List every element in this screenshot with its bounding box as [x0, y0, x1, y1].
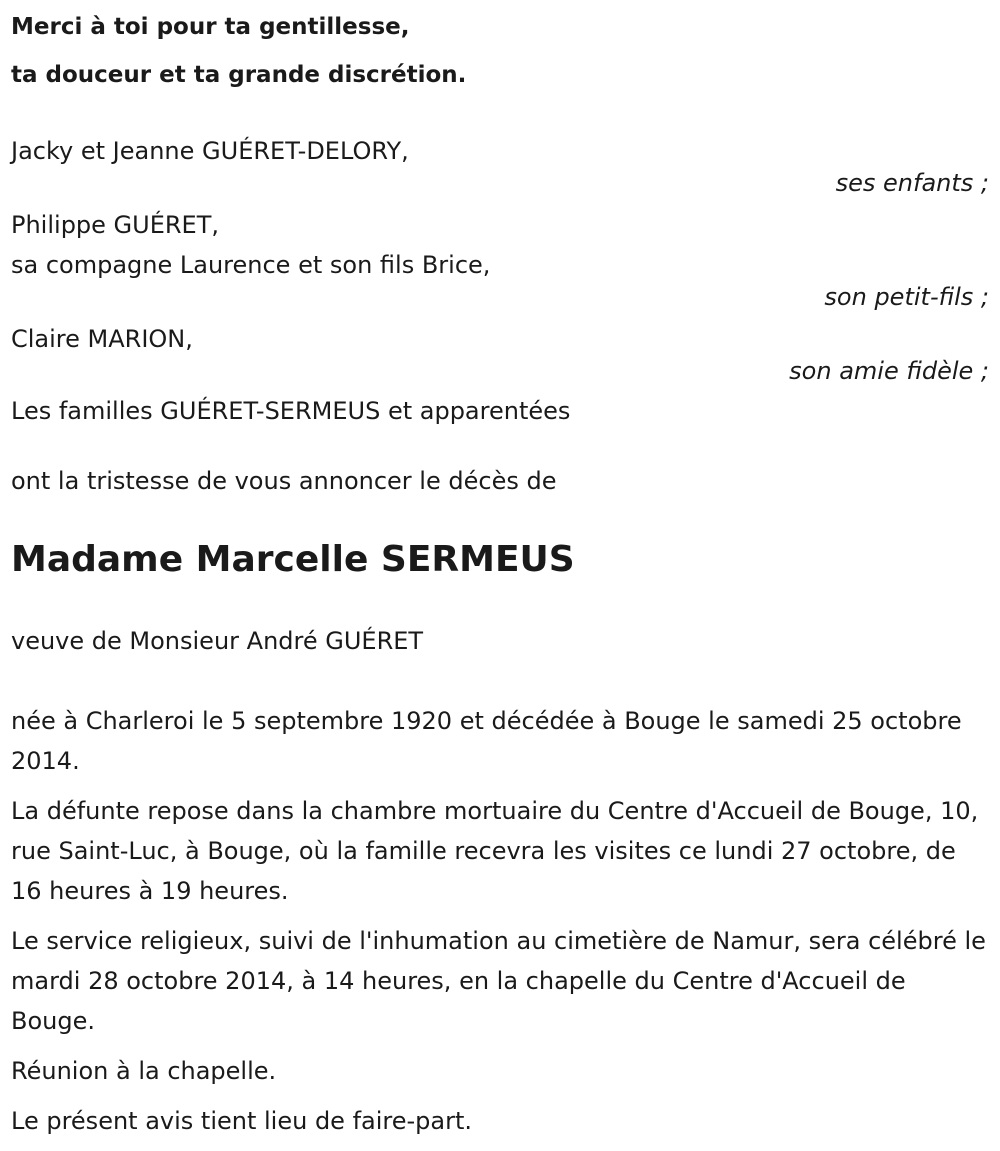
friend-name: Claire MARION, [11, 325, 193, 353]
extended-families: Les familles GUÉRET-SERMEUS et apparentées [11, 397, 571, 425]
friend-role: son amie fidèle ; [789, 357, 989, 385]
dedication-line-1: Merci à toi pour ta gentillesse, [11, 14, 410, 40]
children-role: ses enfants ; [835, 169, 989, 197]
gathering-paragraph: Réunion à la chapelle. [11, 1057, 277, 1085]
dedication-line-2: ta douceur et ta grande discrétion. [11, 62, 467, 88]
children-names: Jacky et Jeanne GUÉRET-DELORY, [11, 137, 409, 165]
obituary-notice [11, 0, 989, 1151]
grandson-name: Philippe GUÉRET, [11, 211, 220, 239]
widow-of: veuve de Monsieur André GUÉRET [11, 627, 424, 655]
family-list [11, 131, 989, 431]
grandson-role: son petit-fils ; [824, 283, 989, 311]
grandson-partner: sa compagne Laurence et son fils Brice, [11, 251, 491, 279]
family-group-grandson [11, 205, 989, 309]
family-group-children [11, 131, 989, 195]
family-group-friend [11, 319, 989, 383]
visitation-paragraph: La défunte repose dans la chambre mortuaire du Centre d'Accueil de Bouge, 10, rue Saint-Luc, à Bouge, où la famille recevra les visites ce lundi 27 octobre, de 16 heures à 19 heures. [11, 797, 979, 905]
details-section [11, 701, 989, 1141]
notice-paragraph: Le présent avis tient lieu de faire-part. [11, 1107, 473, 1135]
service-paragraph: Le service religieux, suivi de l'inhumation au cimetière de Namur, sera célébré le mardi 28 octobre 2014, à 14 heures, en la chapelle du Centre d'Accueil de Bouge. [11, 927, 986, 1035]
announcement-text: ont la tristesse de vous annoncer le décès de [11, 467, 557, 495]
deceased-name: Madame Marcelle SERMEUS [11, 539, 575, 580]
dedication [11, 3, 989, 99]
birth-death-paragraph: née à Charleroi le 5 septembre 1920 et décédée à Bouge le samedi 25 octobre 2014. [11, 707, 962, 775]
